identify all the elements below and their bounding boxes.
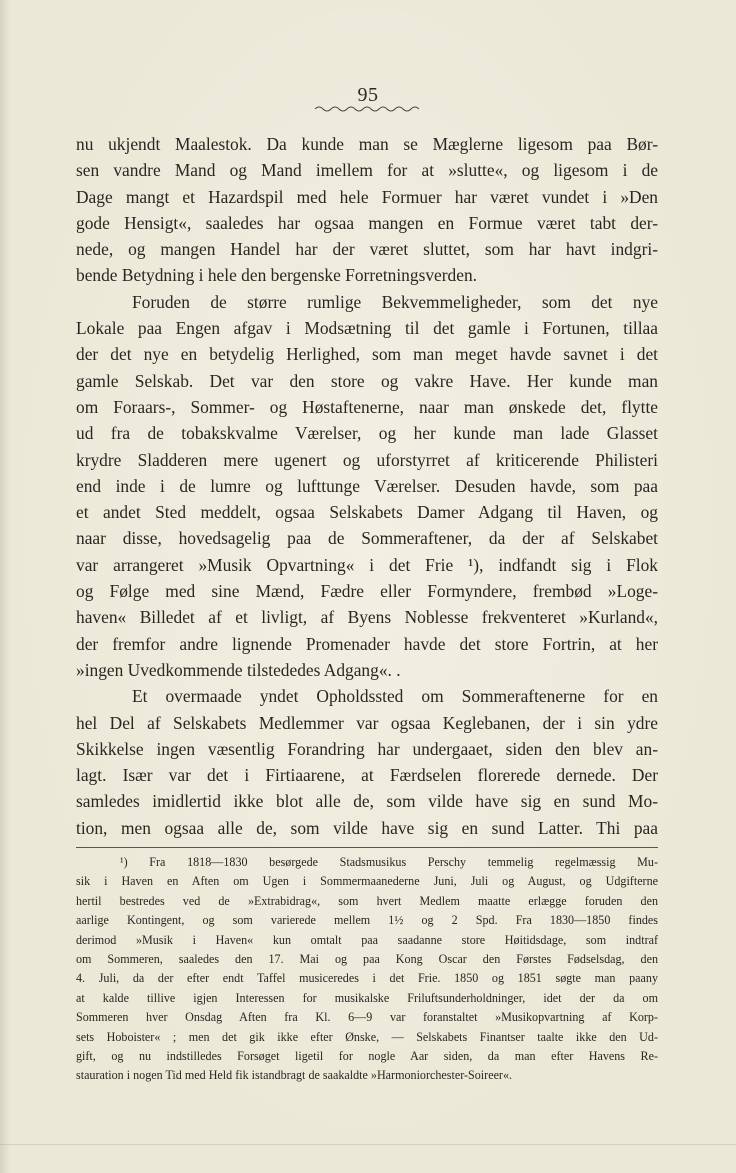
text-line: end inde i de lumre og lufttunge Værelser. Desuden havde, som paa [76, 475, 658, 496]
footnote-line: sik i Haven en Aften om Ugen i Sommermaanederne Juni, Juli og August, og Udgifterne [76, 874, 658, 889]
footnote-line: hertil bestredes ved de »Extrabidrag«, som hvert Medlem maatte erlægge foruden den [76, 893, 658, 908]
text-line: ud fra de tobakskvalme Værelser, og her kunde man lade Glasset [76, 423, 658, 444]
text-line: var arrangeret »Musik Opvartning« i det Frie ¹), indfandt sig i Flok [76, 554, 658, 575]
text-line: lagt. Især var det i Firtiaarene, at Færdselen florerede dernede. Der [76, 765, 658, 786]
footnote-line: ¹) Fra 1818—1830 besørgede Stadsmusikus Perschy temmelig regelmæssig Mu- [120, 855, 658, 869]
text-line: sen vandre Mand og Mand imellem for at »slutte«, og ligesom i de [76, 160, 658, 181]
text-line: tion, men ogsaa alle de, som vilde have sig en sund Latter. Thi paa [76, 817, 658, 838]
text-line: gode Hensigt«, saaledes har ogsaa mangen en Formue været tabt der- [76, 212, 658, 233]
text-line: nede, og mangen Handel har der været sluttet, som har havt indgri- [76, 239, 658, 260]
text-line: naar disse, hovedsagelig paa de Sommeraftener, da der af Selskabet [76, 528, 658, 549]
footnotes [76, 853, 658, 1086]
body-text [76, 131, 658, 841]
text-line: der fremfor andre lignende Promenader havde det store Fortrin, at her [76, 633, 658, 654]
page-number: 95 [357, 84, 379, 106]
footnote-line: sets Hoboister« ; men det gik ikke efter Ønske, — Selskabets Finantser taalte ikke den Ud- [76, 1029, 658, 1044]
text-line: Skikkelse ingen væsentlig Forandring har undergaaet, siden den blev an- [76, 738, 658, 759]
text-line: om Foraars-, Sommer- og Høstaftenerne, naar man ønskede det, flytte [76, 396, 658, 417]
text-line: Lokale paa Engen afgav i Modsætning til det gamle i Fortunen, tillaa [76, 318, 658, 339]
text-line: der det nye en betydelig Herlighed, som man meget havde savnet i det [76, 344, 658, 365]
footnote-line: om Sommeren, saaledes den 17. Mai og paa Kong Oscar den Førstes Fødselsdag, den [76, 951, 658, 966]
text-line: et andet Sted meddelt, ogsaa Selskabets Damer Adgang til Haven, og [76, 502, 658, 523]
wavy-ornament [313, 104, 423, 114]
footnote-line: derimod »Musik i Haven« kun omtalt paa saadanne store Høitidsdage, som indtraf [76, 932, 658, 947]
text-line: haven« Billedet af et livligt, af Byens Noblesse frekventeret »Kurland«, [76, 607, 658, 628]
footnote-divider [76, 847, 658, 848]
page-edge-shadow [0, 0, 10, 1173]
text-line: nu ukjendt Maalestok. Da kunde man se Mæglerne ligesom paa Bør- [76, 134, 658, 154]
text-line: Foruden de større rumlige Bekvemmeligheder, som det nye [132, 291, 658, 312]
text-line: Et overmaade yndet Opholdssted om Sommeraftenerne for en [132, 686, 658, 707]
footnote-line: gift, og nu indstilledes Forsøget ligetil for nogle Aar siden, da man efter Havens Re- [76, 1048, 658, 1063]
text-line: krydre Sladderen mere ugenert og uforstyrret af kriticerende Philisteri [76, 449, 658, 470]
text-line: Dage mangt et Hazardspil med hele Formuer har været vundet i »Den [76, 186, 658, 207]
text-line: gamle Selskab. Det var den store og vakre Have. Her kunde man [76, 370, 658, 391]
footnote-line: stauration i nogen Tid med Held fik istandbragt de saakaldte »Harmoniorchester-Soireer«. [76, 1068, 513, 1083]
text-line: og Følge med sine Mænd, Fædre eller Formyndere, frembød »Loge- [76, 581, 658, 602]
text-line: hel Del af Selskabets Medlemmer var ogsaa Keglebanen, der i sin ydre [76, 712, 658, 733]
footnote-line: at kalde tillive igjen Interessen for musikalske Friluftsunderholdninger, idet der da om [76, 990, 658, 1005]
text-line: bende Betydning i hele den bergenske Forretningsverden. [76, 265, 478, 286]
footnote-line: Sommeren hver Onsdag Aften fra Kl. 6—9 var foranstaltet »Musikopvartning af Korp- [76, 1010, 658, 1025]
text-line: »ingen Uvedkommende tilstededes Adgang«. . [76, 659, 401, 680]
text-line: samledes imidlertid ikke blot alle de, som vilde have sig en sund Mo- [76, 791, 658, 812]
footnote-line: 4. Juli, da der efter endt Taffel musiceredes i det Frie. 1850 og 1851 søgte man paany [76, 971, 658, 986]
footnote-line: aarlige Kontingent, og som varierede mellem 1½ og 2 Spd. Fra 1830—1850 findes [76, 913, 658, 928]
page-bottom-edge [0, 1144, 736, 1145]
